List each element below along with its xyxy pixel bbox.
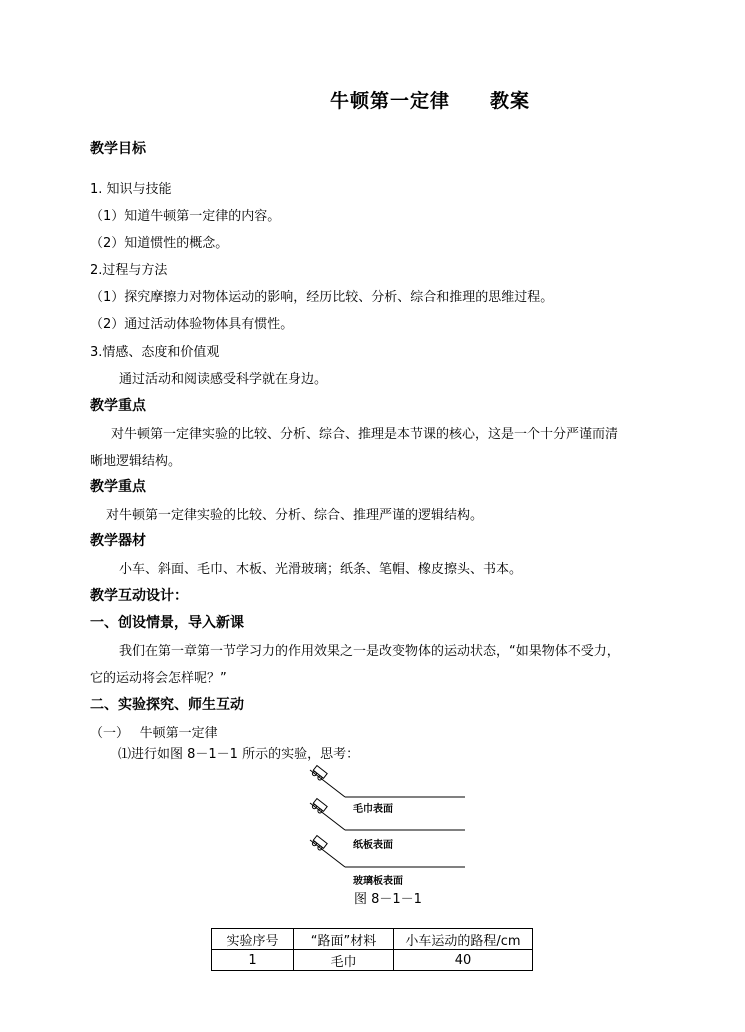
section-heading-goals: 教学目标 <box>90 141 146 157</box>
ramp-1 <box>310 766 465 797</box>
figure-label-glass: 玻璃板表面 <box>353 876 403 887</box>
goal-1-2: （2）知道惯性的概念。 <box>90 236 229 251</box>
part-1-heading: 一、创设情景，导入新课 <box>90 615 244 631</box>
key2-text: 对牛顿第一定律实验的比较、分析、综合、推理严谨的逻辑结构。 <box>106 508 484 523</box>
goal-2-2: （2）通过活动体验物体具有惯性。 <box>90 317 294 332</box>
table-cell: 40 <box>394 950 533 971</box>
part-1-text-line-1: 我们在第一章第一节学习力的作用效果之一是改变物体的运动状态，“如果物体不受力， <box>119 644 620 659</box>
table-header-row <box>212 929 533 950</box>
goal-1: 1. 知识与技能 <box>90 182 172 197</box>
key-text-line-2: 晰地逻辑结构。 <box>90 454 182 469</box>
goal-2-1: （1）探究摩擦力对物体运动的影响，经历比较、分析、综合和推理的思维过程。 <box>90 290 554 305</box>
data-table <box>211 928 533 971</box>
subsection-1-text: ⑴进行如图 8－1－1 所示的实验，思考： <box>118 747 360 762</box>
figure-label-cardboard: 纸板表面 <box>353 840 393 851</box>
figure-label-towel: 毛巾表面 <box>353 804 393 815</box>
table-header: “路面”材料 <box>294 929 394 950</box>
table-cell: 1 <box>212 950 294 971</box>
subsection-1: （一） 牛顿第一定律 <box>90 726 218 741</box>
part-2-heading: 二、实验探究、师生互动 <box>90 697 244 713</box>
goal-3: 3.情感、态度和价值观 <box>90 345 220 360</box>
table-cell: 毛巾 <box>294 950 394 971</box>
table-row <box>212 950 533 971</box>
section-heading-key: 教学重点 <box>90 398 146 414</box>
table-header: 小车运动的路程/cm <box>394 929 533 950</box>
key-text-line-1: 对牛顿第一定律实验的比较、分析、综合、推理是本节课的核心，这是一个十分严谨而清 <box>111 427 619 442</box>
section-heading-key-2: 教学重点 <box>90 479 146 495</box>
table-header: 实验序号 <box>212 929 294 950</box>
goal-3-1: 通过活动和阅读感受科学就在身边。 <box>119 372 328 387</box>
part-1-text-line-2: 它的运动将会怎样呢？” <box>90 671 227 686</box>
figure-caption: 图 8－1－1 <box>354 892 422 907</box>
goal-2: 2.过程与方法 <box>90 263 168 278</box>
page-title: 牛顿第一定律 教案 <box>330 90 531 112</box>
goal-1-1: （1）知道牛顿第一定律的内容。 <box>90 209 281 224</box>
section-heading-equipment: 教学器材 <box>90 533 146 549</box>
equipment-text: 小车、斜面、毛巾、木板、光滑玻璃；纸条、笔帽、橡皮擦头、书本。 <box>119 562 523 577</box>
section-heading-design: 教学互动设计： <box>90 588 188 604</box>
